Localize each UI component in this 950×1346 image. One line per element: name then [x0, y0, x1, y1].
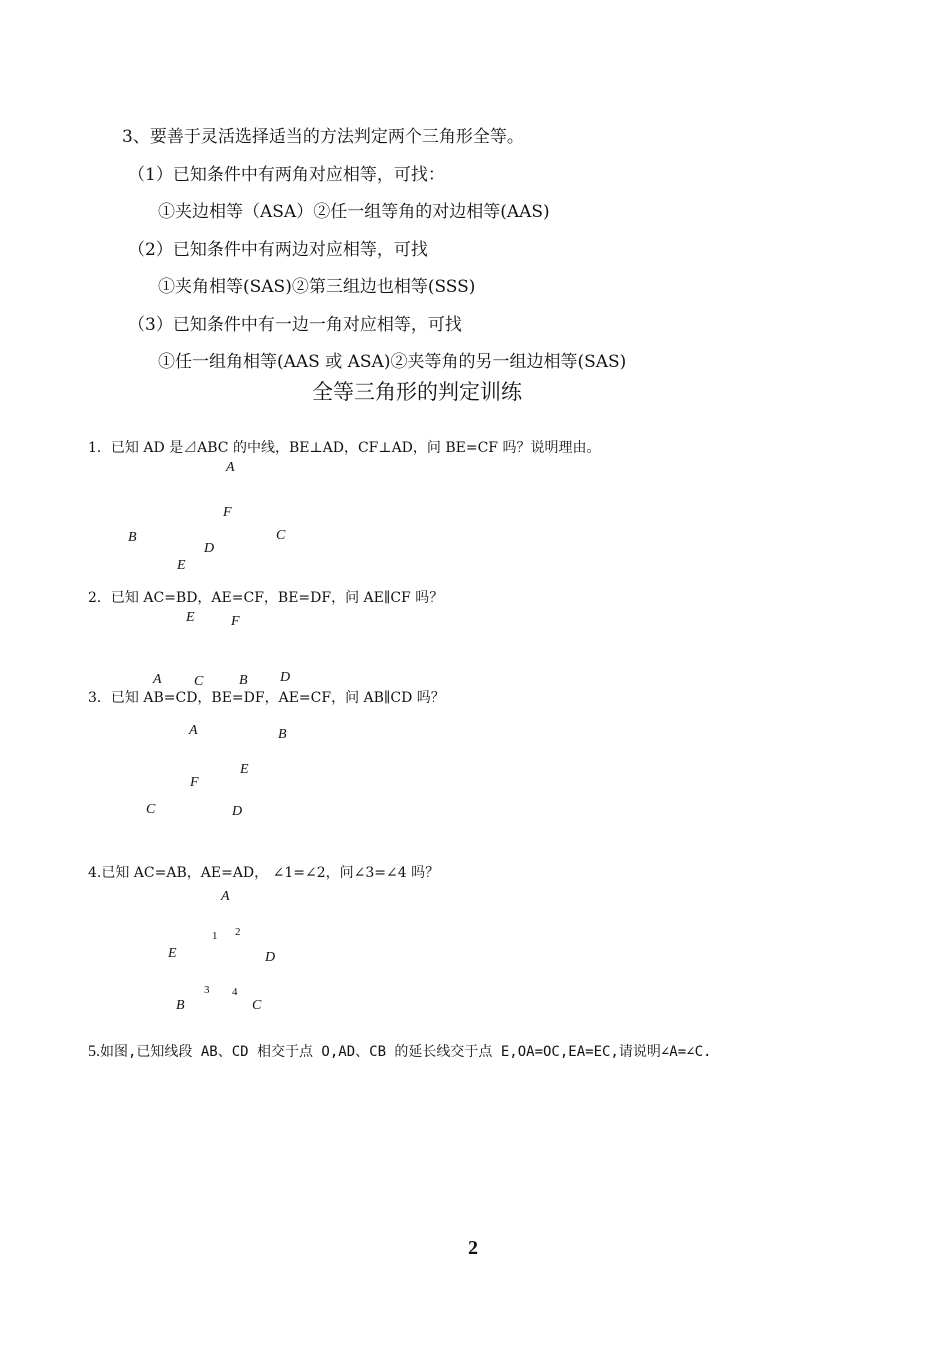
angle-label-4: 4 [232, 986, 238, 998]
angle-label-1: 1 [212, 930, 218, 942]
figure-label-d: D [265, 950, 276, 965]
intro-case-1-methods: ①夹边相等（ASA）②任一组等角的对边相等(AAS) [158, 202, 550, 222]
figure-label-b: B [239, 673, 248, 688]
figure-label-f: F [190, 775, 199, 790]
figure-label-e: E [186, 610, 195, 625]
intro-point-3: 3、要善于灵活选择适当的方法判定两个三角形全等。 [122, 127, 524, 147]
figure-label-e: E [168, 946, 177, 961]
figure-label-d: D [280, 670, 291, 685]
question-3-text: 3．已知 AB=CD，BE=DF，AE=CF，问 AB∥CD 吗？ [88, 690, 445, 706]
figure-label-d: D [232, 804, 243, 819]
question-4-text: 4.已知 AC=AB，AE=AD， ∠1=∠2，问∠3=∠4 吗？ [88, 865, 440, 881]
figure-label-a: A [221, 889, 230, 904]
figure-label-c: C [276, 528, 286, 543]
intro-case-3-methods: ①任一组角相等(AAS 或 ASA)②夹等角的另一组边相等(SAS) [158, 352, 627, 372]
question-2-text: 2．已知 AC=BD，AE=CF，BE=DF，问 AE∥CF 吗？ [88, 590, 444, 606]
page-number: 2 [468, 1237, 478, 1259]
intro-case-1: （1）已知条件中有两角对应相等，可找： [128, 165, 445, 185]
figure-label-c: C [252, 998, 262, 1013]
intro-case-2-methods: ①夹角相等(SAS)②第三组边也相等(SSS) [158, 277, 476, 297]
figure-label-a: A [226, 460, 235, 475]
figure-label-c: C [146, 802, 156, 817]
figure-label-b: B [176, 998, 185, 1013]
figure-label-e: E [240, 762, 249, 777]
question-5 [88, 1041, 711, 1061]
figure-label-b: B [278, 727, 287, 742]
figure-label-a: A [189, 723, 198, 738]
angle-label-3: 3 [204, 984, 210, 996]
intro-case-2: （2）已知条件中有两边对应相等，可找 [128, 240, 428, 260]
figure-label-e: E [177, 558, 186, 573]
question-5-number: 5. [88, 1043, 100, 1060]
section-title: 全等三角形的判定训练 [312, 380, 522, 404]
figure-label-c: C [194, 674, 204, 689]
figure-label-f: F [223, 505, 232, 520]
figure-label-b: B [128, 530, 137, 545]
angle-label-2: 2 [235, 926, 241, 938]
figure-label-f: F [231, 614, 240, 629]
intro-case-3: （3）已知条件中有一边一角对应相等，可找 [128, 315, 462, 335]
question-5-text: 如图,已知线段 AB、CD 相交于点 O,AD、CB 的延长线交于点 E,OA=OC,EA=EC,请说明∠A=∠C. [100, 1044, 712, 1060]
figure-label-a: A [153, 672, 162, 687]
question-1-text: 1．已知 AD 是⊿ABC 的中线，BE⊥AD，CF⊥AD，问 BE=CF 吗？说明理由。 [88, 440, 601, 456]
figure-label-d: D [204, 541, 215, 556]
